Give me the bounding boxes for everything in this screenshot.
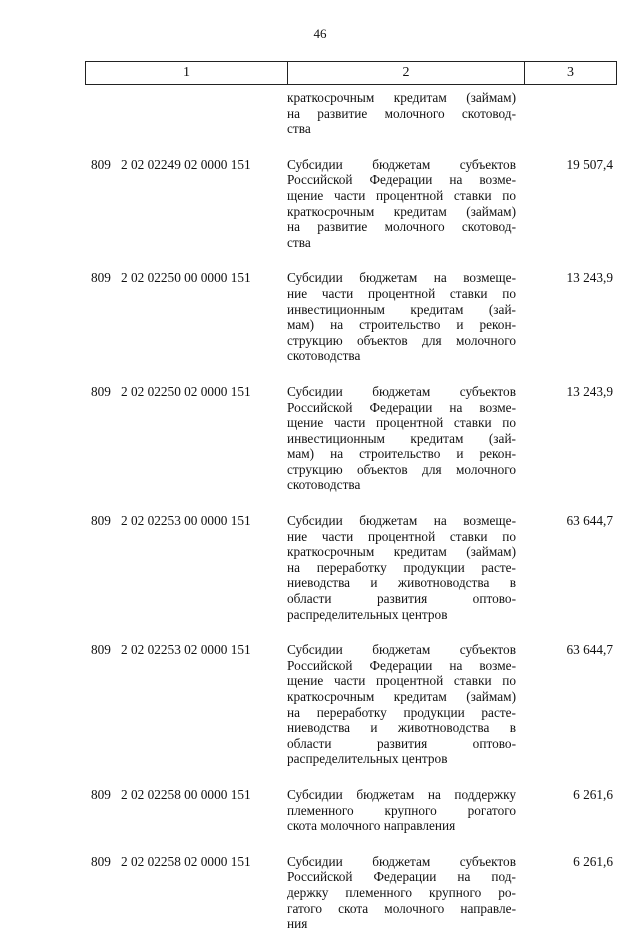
revenue-description [287, 384, 516, 493]
description-line: Российской Федерации на возме- [287, 657, 516, 673]
description-line: Субсидии бюджетам субъектов [287, 642, 516, 658]
classification-code: 2 02 02253 02 0000 151 [121, 642, 251, 658]
description-line: держку племенного крупного ро- [287, 884, 516, 900]
description-line: щение части процентной ставки по [287, 187, 516, 203]
description-line: мам) на строительство и рекон- [287, 317, 516, 333]
description-line: Субсидии бюджетам субъектов [287, 853, 516, 869]
description-line: инвестиционным кредитам (зай- [287, 301, 516, 317]
admin-code: 809 [91, 786, 111, 802]
classification-code: 2 02 02253 00 0000 151 [121, 513, 251, 529]
description-line: ства [287, 121, 311, 137]
table-body [85, 90, 615, 952]
description-line: ниеводства и животноводства в [287, 720, 516, 736]
amount: 63 644,7 [566, 513, 613, 529]
description-line: на развитие молочного скотовод- [287, 105, 516, 121]
budget-code [85, 513, 287, 622]
table-row [85, 90, 615, 137]
description-line: гатого скота молочного направле- [287, 900, 516, 916]
description-line: щение части процентной ставки по [287, 415, 516, 431]
revenue-description [287, 513, 516, 622]
description-line: Субсидии бюджетам на поддержку [287, 786, 516, 802]
admin-code: 809 [91, 156, 111, 172]
amount: 6 261,6 [573, 786, 613, 802]
description-line: распределительных центров [287, 751, 448, 767]
description-line: Субсидии бюджетам субъектов [287, 156, 516, 172]
description-line: струкцию объектов для молочного [287, 332, 516, 348]
revenue-description [287, 270, 516, 364]
description-line: ние части процентной ставки по [287, 528, 516, 544]
header-col-1: 1 [86, 62, 288, 85]
description-line: племенного крупного рогатого [287, 802, 516, 818]
description-line: области развития оптово- [287, 735, 516, 751]
admin-code: 809 [91, 853, 111, 869]
admin-code: 809 [91, 642, 111, 658]
revenue-description [287, 642, 516, 767]
description-line: Российской Федерации на возме- [287, 399, 516, 415]
description-line: инвестиционным кредитам (зай- [287, 430, 516, 446]
description-line: скотоводства [287, 348, 361, 364]
classification-code: 2 02 02258 00 0000 151 [121, 786, 251, 802]
budget-code [85, 270, 287, 364]
budget-code [85, 787, 287, 834]
table-row [85, 642, 615, 767]
description-line: скотоводства [287, 477, 361, 493]
table-header [85, 61, 617, 85]
classification-code: 2 02 02258 02 0000 151 [121, 853, 251, 869]
revenue-description [287, 90, 516, 137]
description-line: краткосрочным кредитам (займам) [287, 544, 516, 560]
budget-code [85, 642, 287, 767]
revenue-description [287, 854, 516, 932]
classification-code: 2 02 02249 02 0000 151 [121, 156, 251, 172]
description-line: распределительных центров [287, 606, 448, 622]
amount: 19 507,4 [566, 156, 613, 172]
description-line: на переработку продукции расте- [287, 559, 516, 575]
page-number: 46 [313, 26, 327, 41]
description-line: ния [287, 916, 308, 932]
admin-code: 809 [91, 270, 111, 286]
description-line: краткосрочным кредитам (займам) [287, 203, 516, 219]
amount: 13 243,9 [566, 270, 613, 286]
description-line: Российской Федерации на возме- [287, 172, 516, 188]
table-row [85, 787, 615, 834]
description-line: Субсидии бюджетам на возмеще- [287, 270, 516, 286]
amount: 6 261,6 [573, 853, 613, 869]
budget-code [85, 854, 287, 932]
description-line: на переработку продукции расте- [287, 704, 516, 720]
description-line: Субсидии бюджетам субъектов [287, 383, 516, 399]
description-line: струкцию объектов для молочного [287, 461, 516, 477]
description-line: области развития оптово- [287, 591, 516, 607]
description-line: щение части процентной ставки по [287, 673, 516, 689]
table-row [85, 384, 615, 493]
table-row [85, 854, 615, 932]
amount: 63 644,7 [566, 642, 613, 658]
revenue-description [287, 787, 516, 834]
admin-code: 809 [91, 383, 111, 399]
budget-code [85, 157, 287, 251]
table-row [85, 513, 615, 622]
amount [516, 90, 615, 137]
table-row [85, 270, 615, 364]
description-line: мам) на строительство и рекон- [287, 446, 516, 462]
table-row [85, 157, 615, 251]
description-line: ние части процентной ставки по [287, 285, 516, 301]
classification-code: 2 02 02250 02 0000 151 [121, 383, 251, 399]
description-line: на развитие молочного скотовод- [287, 219, 516, 235]
description-line: ниеводства и животноводства в [287, 575, 516, 591]
description-line: Российской Федерации на под- [287, 869, 516, 885]
description-line: краткосрочным кредитам (займам) [287, 689, 516, 704]
description-line: ства [287, 234, 311, 250]
budget-code [85, 384, 287, 493]
revenue-description [287, 157, 516, 251]
admin-code: 809 [91, 513, 111, 529]
description-line: краткосрочным кредитам (займам) [287, 90, 516, 105]
header-col-2: 2 [288, 62, 525, 85]
budget-code [85, 90, 287, 137]
description-line: скота молочного направления [287, 818, 456, 834]
description-line: Субсидии бюджетам на возмеще- [287, 513, 516, 529]
classification-code: 2 02 02250 00 0000 151 [121, 270, 251, 286]
amount: 13 243,9 [566, 383, 613, 399]
header-col-3: 3 [525, 62, 617, 85]
